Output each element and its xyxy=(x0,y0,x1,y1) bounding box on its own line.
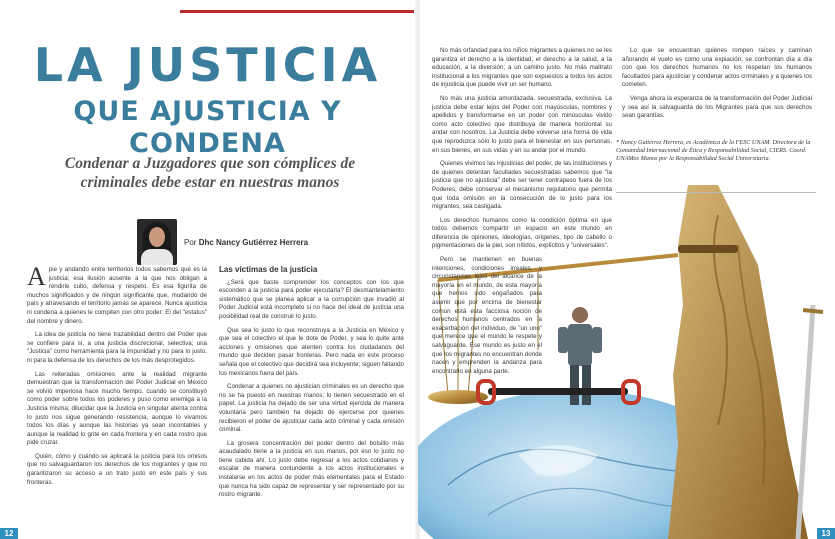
paragraph: La idea de justicia no tiene trazabilidad dentro del Poder que se confiere para sí, a una justicia discrecional, selectiva; una "Justicia" como herramienta para la impunidad y no para lo justo, ni para la defensa de los derechos de los más desprotegidos. xyxy=(27,331,207,364)
paragraph: Que sea lo justo lo que reconstruya a la Justicia en México y que sea el colectivo el que le dote de Poder, y sea lo quite ante acciones y omisiones que atenten contra los ciudadanos del mundo que deciden pasar fronteras. Pero nada en este proceso señala que el colectivo que decidirá sea incluyente; siguen faltando los mexicanos fuera del país. xyxy=(219,326,404,377)
byline-prefix: Por xyxy=(184,238,197,247)
left-column-2 xyxy=(219,266,404,505)
page-number-right: 13 xyxy=(817,528,835,539)
handcuff-bar xyxy=(488,388,628,395)
byline-author: Dhc Nancy Gutiérrez Herrera xyxy=(198,238,309,247)
section-heading: Las víctimas de la justicia xyxy=(219,265,318,274)
paragraph: La grosera concentración del poder dentro del bolsillo más acaudalado tiene a la justicia en sus manos, por eso lo justo no tiene cabida ahí. Lo justo debe regresar a los actos cotidianos y escalar de manera contundente a los actos institucionales e instalarse en los actos de poder más elementales para el Estado que nunca ha sido capaz de representar y ser representado por su rostro migrante. xyxy=(219,439,404,499)
drop-cap: A xyxy=(27,262,46,291)
left-page xyxy=(0,0,415,539)
paragraph: Apie y andando entre territorios todos sabemos qué es la justicia; esa ilusión ausente a la que nos obligan a rendirle culto, defensa y respeto. Es esa figurita de muchos significados y de ningún significante que, mudando de país y atravesando el territorio jamás se aparece. Nunca ajusticia ni condena a quienes le compiten con otro poder: El del "estatus" del nombre y dinero. xyxy=(27,262,207,325)
paragraph: ¿Será que baste comprender los conceptos con los que esconden a la justicia para poder ejecutarla? El desmantelamiento sistemático que se planea aplicar a la corrupción que invadió al Poder Judicial está incompleto si no hace del ideal de justicia una posibilidad real de construir lo justo. xyxy=(219,278,404,320)
author-note: * Nancy Gutiérrez Herrera, es Académica de la FESC UNAM. Directora de la Comunidad Internacional de Ética y Responsabilidad Social, CIERS. Coord. UNAMos Manos por la Responsabilidad Social Universitaria. xyxy=(616,139,811,162)
sword xyxy=(798,305,813,539)
paragraph: Quienes vivimos las injusticias del poder, de las instituciones y de quienes detentan facultades secuestradas sabemos que "la justicia que no ajusticia" debe ser tener contrapeso fuera de los Poderes; debe conservar el mecanismo regulatorio que permita que toda omisión en la consecución de lo justo para los migrantes, sea castigada. xyxy=(432,160,612,211)
paragraph: Las reiteradas omisiones ante la realidad migrante demuestran que la transformación del Poder Judicial en México se volvió imperiosa hace mucho tiempo, cuando se constituyó como poder sobre todos los poderes y puso como enemiga a la Justicia misma; dilucidar que la Justicia en singular atenta contra lo justo nos sigue generando resistencia, aunque lo vivamos todos los días y aunque las historias ya sean incontables y aunque la realidad lo grite en cada frontera y en cada rostro que pide cruzar. xyxy=(27,370,207,447)
paragraph: Venga ahora la esperanza de la transformación del Poder Judicial y sea así la salvaguarda de los Migrantes para que sus derechos sean garantías. xyxy=(622,94,812,120)
paragraph: No más orfandad para los niños migrantes a quienes no se les garantiza el derecho a la identidad, el derecho a la salud, a la educación, a la diversión; a un camino justo. No más maltrato institucional a los migrantes que son expuestos a todos los actos de injusticia que puede vivir un ser humano. xyxy=(432,47,612,89)
title-line-2: QUE AJUSTICIA Y CONDENA xyxy=(73,96,342,159)
paragraph: Condenar a quienes no ajustician criminales es un derecho que no se ha puesto en nuestras manos; lo tienen secuestrado en el papel. La justicia ha dejado de ser una virtud ejercida de manera voluntaria pero también ha dejado de ejercerse por quienes recibieron el poder de ajusticiar cada acto criminal y cada omisión criminal. xyxy=(219,383,404,434)
page-number-left: 12 xyxy=(0,528,18,539)
subtitle: Condenar a Juzgadores que son cómplices de criminales debe estar en nuestras manos xyxy=(64,155,356,191)
author-photo xyxy=(137,219,177,265)
paragraph: Quién, cómo y cuándo se aplicará la justicia para los omisos que no salvaguardaron los derechos de los migrantes y que no garantizaron su acceso a un trato justo en este país y sus fronteras. xyxy=(27,452,207,486)
lady-justice-statue xyxy=(668,185,808,539)
right-column-2 xyxy=(622,47,812,126)
right-column-1 xyxy=(432,47,612,381)
byline xyxy=(184,238,308,247)
top-rule xyxy=(180,10,415,13)
title-line-1: LA JUSTICIA xyxy=(33,38,382,92)
paragraph: Lo que se encuentran quiénes rompen raíces y caminan añorando el vuelo es como una expiación; se confrontan día a día con que los derechos humanos no los respetan los humanos facultados para ajusticiar y condenar actos criminales y a quienes los cometen. xyxy=(622,47,812,89)
note-divider xyxy=(616,192,816,193)
left-column-1 xyxy=(27,262,207,492)
paragraph: No más una justicia amordazada, secuestrada, exclusiva. La justicia debe estar lejos del Poder con mayúsculas, nombres y apellidos y transformarse en un poder con minúsculas vivido como acto colectivo que distribuya de manera horizontal su andar con nosotros. La Justicia debe volverse una forma de vida que reproduzca sólo lo justo para el bienestar en sus personas, en sus bienes, en sus vidas y en su andar por el mundo. xyxy=(432,94,612,154)
paragraph: Los derechos humanos como la condición óptima en que todos debemos compartir un espacio en este mundo en diferencia de opiniones, ideologías, orígenes, tipo de cabello o pigmentaciones de la piel, son nítidos, explícitos y "universales". xyxy=(432,216,612,250)
paragraph: Pero se mantienen en buenas intenciones, condiciones irreales, y circunstancias lejos del alcance de la mayoría en el mundo, de esta mayoría que hemos sido engañados para asumir que por encima de bienestar común está esta facciosa noción de derechos humanos centrados en la exacerbación del individuo, de "un uno" que merece que el mundo le respete y salvaguarde. Ese mundo es justo en el que los migrantes no encuentran donde nacen y emprenden la andanza para encontrarlo en alguna parte. xyxy=(432,256,542,375)
